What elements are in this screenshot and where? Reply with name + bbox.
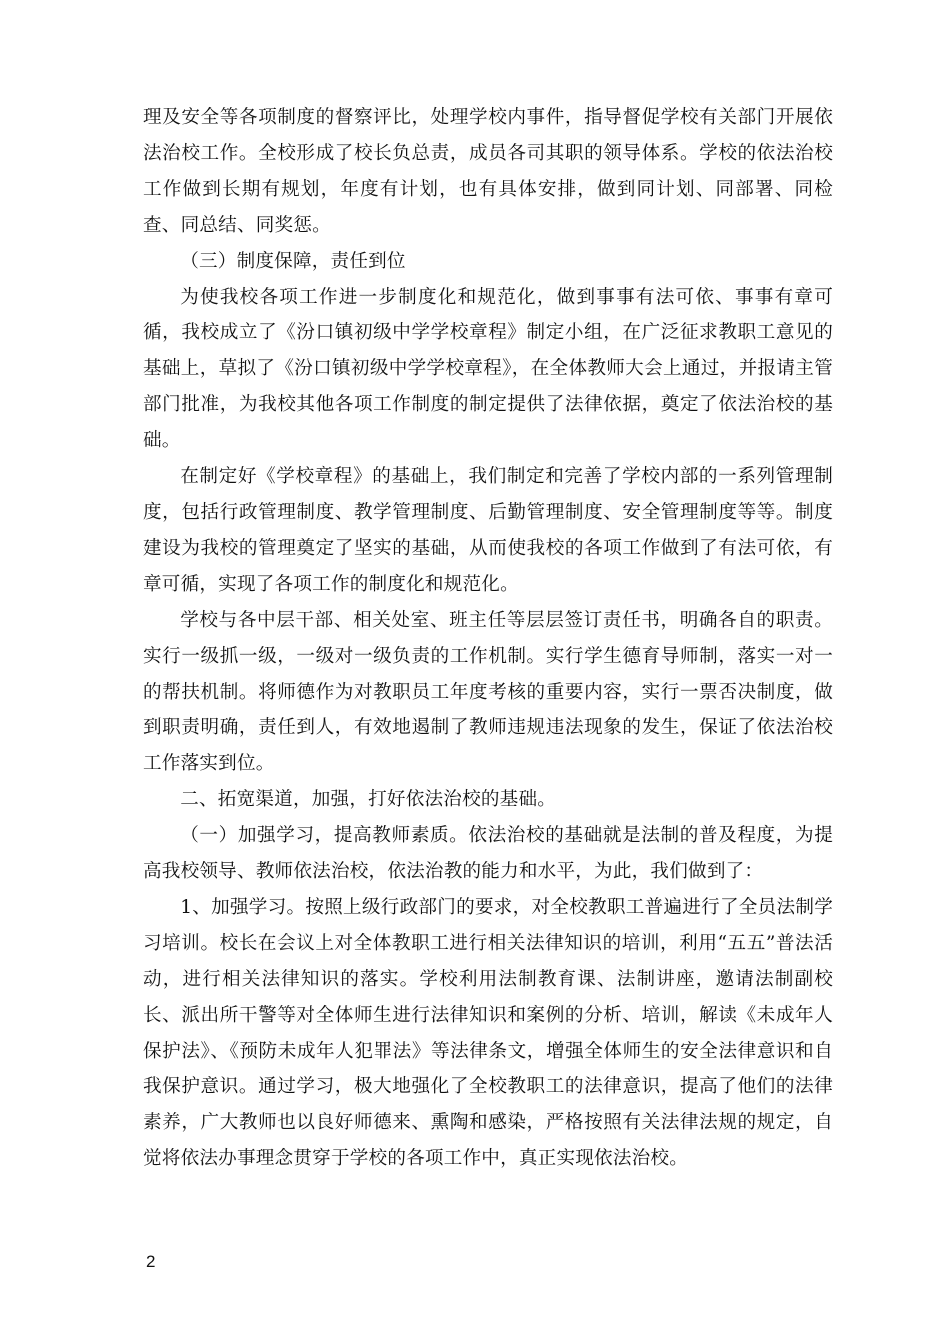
paragraph-legal-training: 1、加强学习。按照上级行政部门的要求，对全校教职工普遍进行了全员法制学习培训。校长在会议上对全体教职工进行相关法律知识的培训，利用“五五”普法活动，进行相关法律知识的落实。学校利用法制教育课、法制讲座，邀请法制副校长、派出所干警等对全体师生进行法律知识和案例的分析、培训，解读《未成年人保护法》、《预防未成年人犯罪法》等法律条文，增强全体师生的安全法律意识和自我保护意识。通过学习，极大地强化了全校教职工的法律意识，提高了他们的法律素养，广大教师也以良好师德来、熏陶和感染，严格按照有关法律法规的规定，自觉将依法办事理念贯穿于学校的各项工作中，真正实现依法治校。 (143, 896, 833, 1170)
paragraph-management-system: 在制定好《学校章程》的基础上，我们制定和完善了学校内部的一系列管理制度，包括行政管理制度、教学管理制度、后勤管理制度、安全管理制度等等。制度建设为我校的管理奠定了坚实的基础，从而使我校的各项工作做到了有法可依，有章可循，实现了各项工作的制度化和规范化。 (143, 466, 833, 595)
paragraph-continuation: 理及安全等各项制度的督察评比，处理学校内事件，指导督促学校有关部门开展依法治校工作。全校形成了校长负总责，成员各司其职的领导体系。学校的依法治校工作做到长期有规划，年度有计划，也有具体安排，做到同计划、同部署、同检查、同总结、同奖惩。 (143, 107, 833, 236)
paragraph-responsibility: 学校与各中层干部、相关处室、班主任等层层签订责任书，明确各自的职责。实行一级抓一级，一级对一级负责的工作机制。实行学生德育导师制，落实一对一的帮扶机制。将师德作为对教职员工年度考核的重要内容，实行一票否决制度，做到职责明确，责任到人，有效地遏制了教师违规违法现象的发生，保证了依法治校工作落实到位。 (143, 609, 833, 775)
section-heading-expand-channels: 二、拓宽渠道，加强，打好依法治校的基础。 (180, 789, 557, 811)
paragraph-strengthen-study: （一）加强学习，提高教师素质。依法治校的基础就是法制的普及程度，为提高我校领导、教师依法治校，依法治教的能力和水平，为此，我们做到了： (143, 825, 833, 883)
section-heading-system-guarantee: （三）制度保障，责任到位 (180, 250, 406, 272)
paragraph-school-charter: 为使我校各项工作进一步制度化和规范化，做到事事有法可依、事事有章可循，我校成立了《汾口镇初级中学学校章程》制定小组，在广泛征求教职工意见的基础上，草拟了《汾口镇初级中学学校章程》，在全体教师大会上通过，并报请主管部门批准，为我校其他各项工作制度的制定提供了法律依据，奠定了依法治校的基础。 (143, 286, 833, 452)
document-body (143, 100, 833, 1177)
page-number: 2 (146, 1252, 156, 1271)
